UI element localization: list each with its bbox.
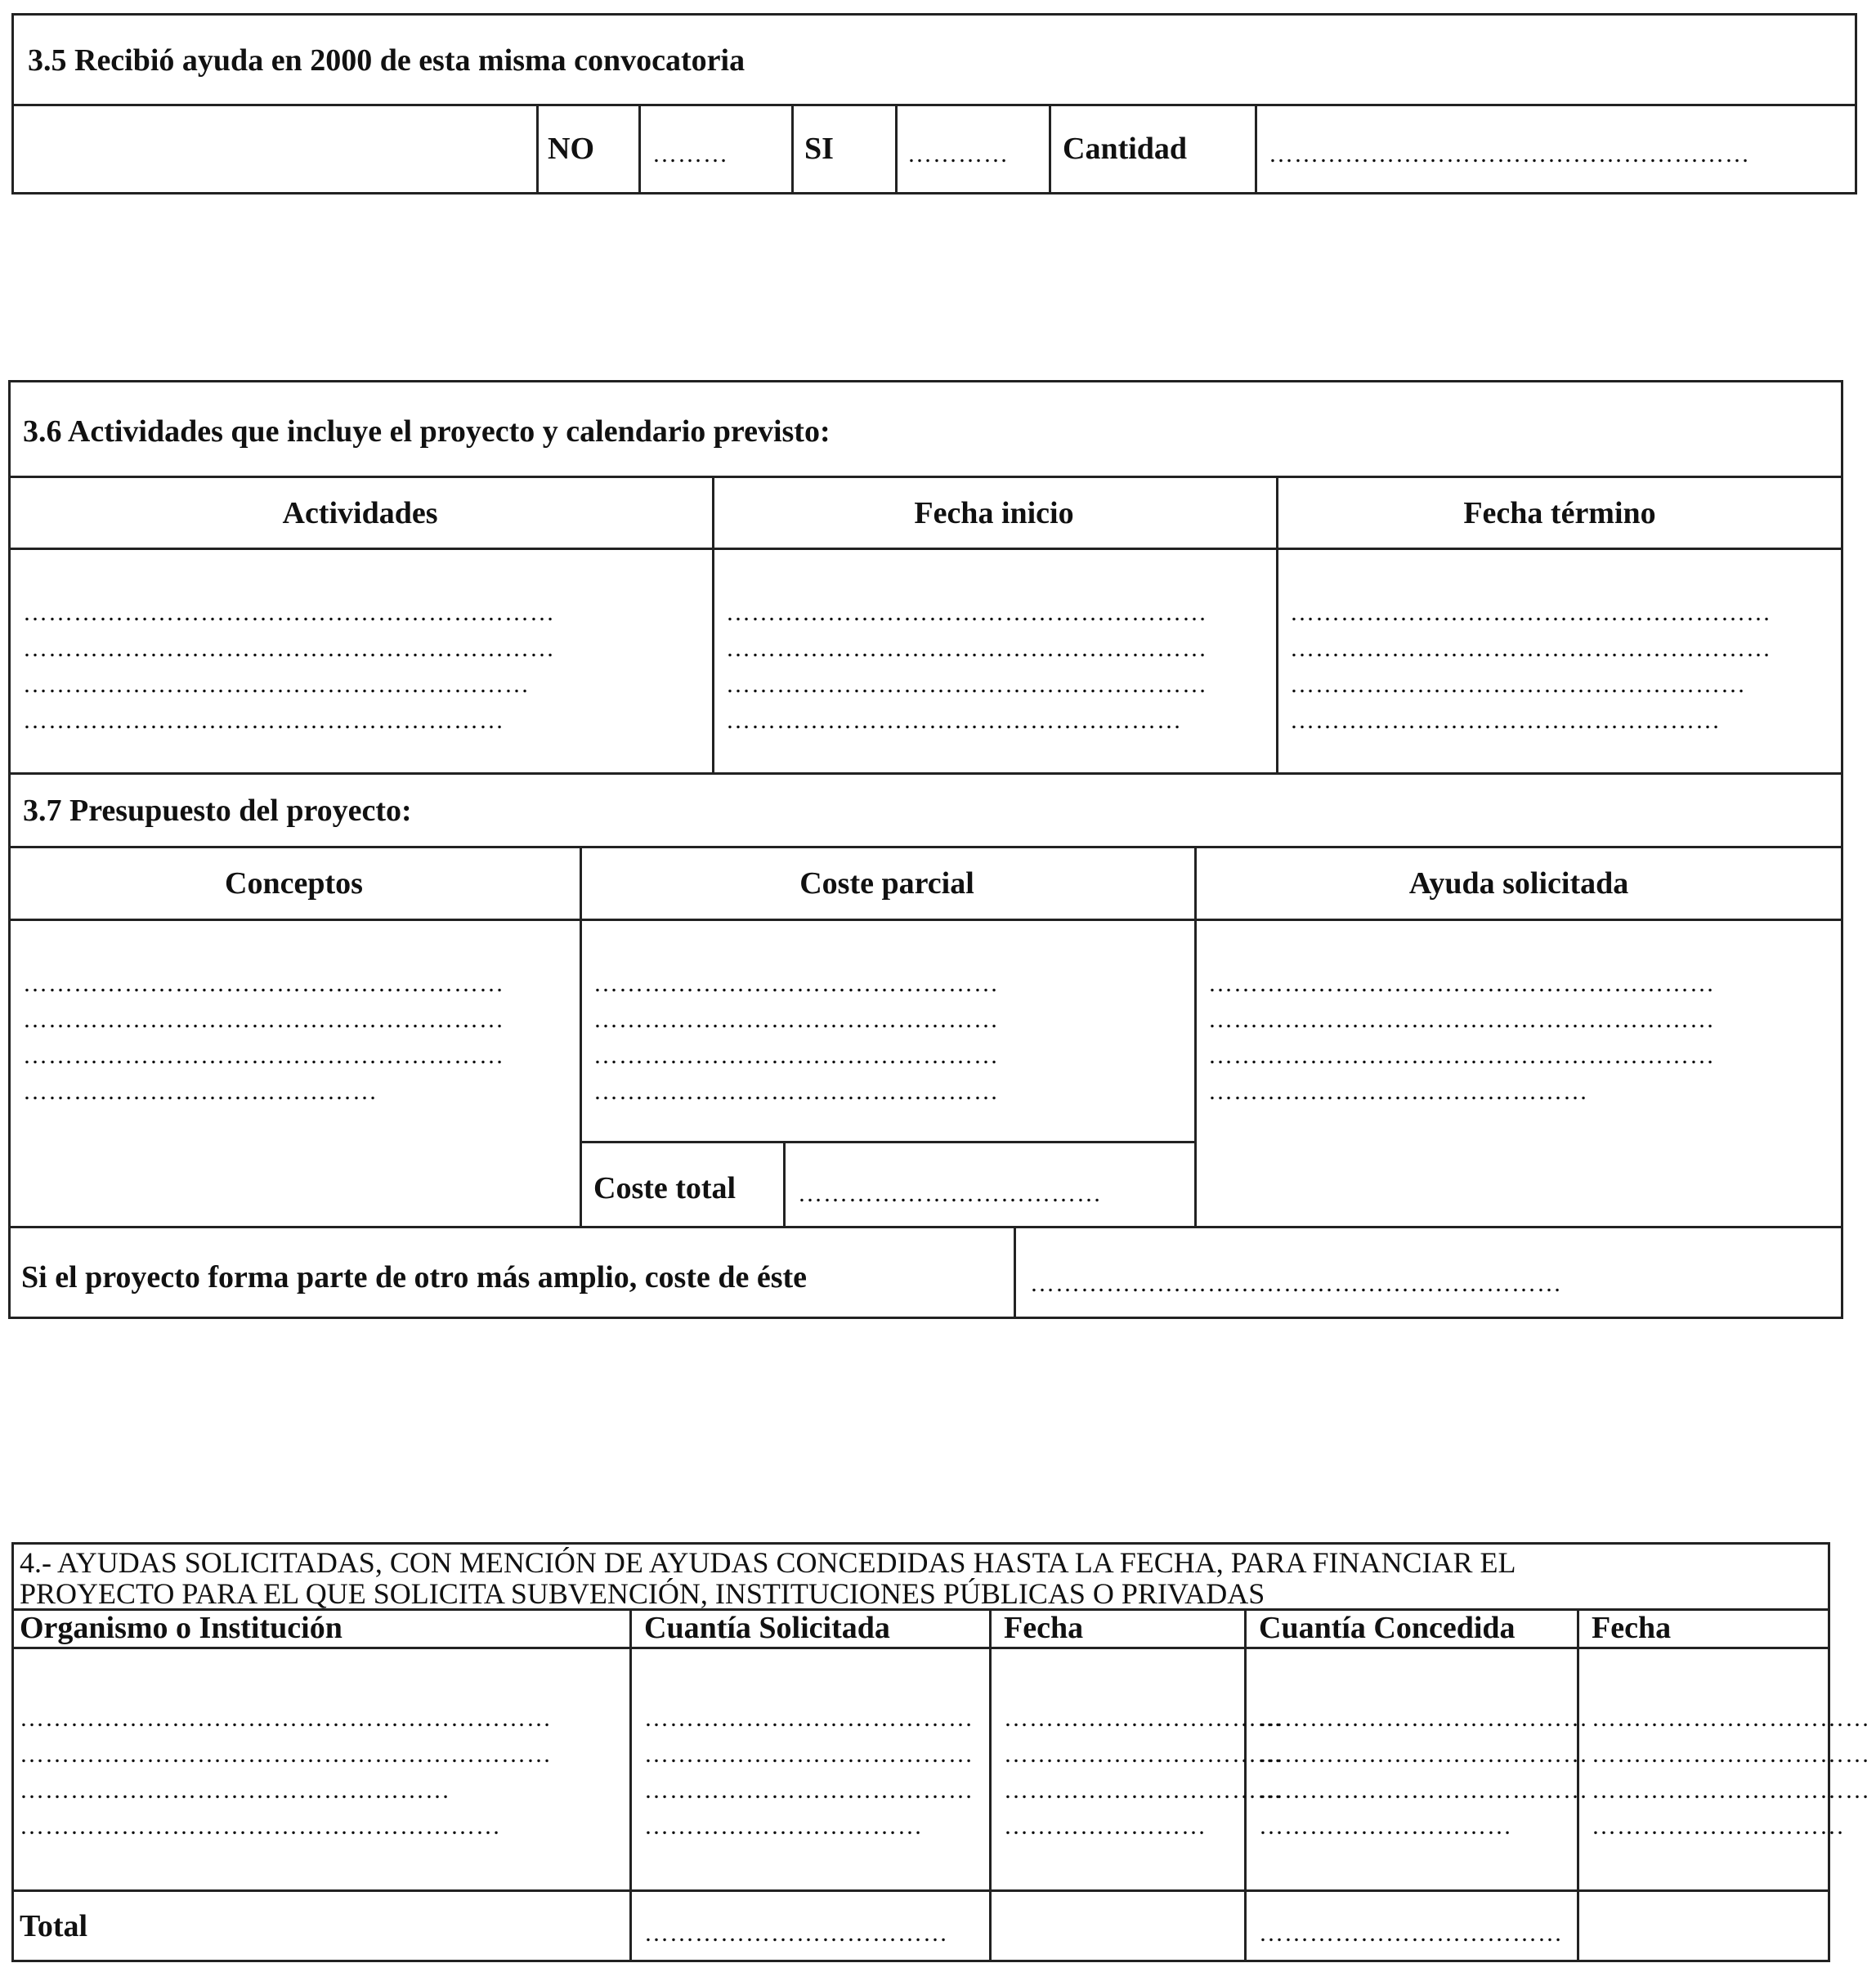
section-3-5-title: 3.5 Recibió ayuda en 2000 de esta misma convocatoria xyxy=(28,43,745,78)
coste-parcial-line[interactable]: ………………………………………… xyxy=(593,1006,999,1033)
actividades-line[interactable]: ………………………………………………… xyxy=(23,707,504,734)
section-3-6-title: 3.6 Actividades que incluye el proyecto y calendario previsto: xyxy=(23,414,831,449)
divider xyxy=(1194,846,1197,1226)
organismo-line[interactable]: ………………………………………………… xyxy=(20,1813,501,1840)
cuantia-concedida-line[interactable]: ………………………………… xyxy=(1259,1705,1588,1732)
conceptos-line[interactable]: ………………………………………………… xyxy=(23,1006,504,1033)
ayuda-solicitada-line[interactable]: …………………………………………………… xyxy=(1208,1006,1715,1033)
actividades-line[interactable]: ……………………………………………………… xyxy=(23,599,555,626)
divider xyxy=(1255,104,1257,195)
header-fecha-termino: Fecha término xyxy=(1463,496,1656,530)
section-4-title-line-2: PROYECTO PARA EL QUE SOLICITA SUBVENCIÓN, INSTITUCIONES PÚBLICAS O PRIVADAS xyxy=(20,1577,1265,1610)
organismo-line[interactable]: ……………………………………………………… xyxy=(20,1741,552,1768)
divider xyxy=(989,1608,992,1962)
proyecto-amplio-field[interactable]: ……………………………………………………… xyxy=(1030,1270,1562,1297)
conceptos-line[interactable]: ………………………………………………… xyxy=(23,970,504,997)
header-organismo: Organismo o Institución xyxy=(20,1611,343,1645)
section-4-title-line-1: 4.- AYUDAS SOLICITADAS, CON MENCIÓN DE AYUDAS CONCEDIDAS HASTA LA FECHA, PARA FINANCIAR EL xyxy=(20,1546,1516,1579)
divider xyxy=(791,104,794,195)
fecha-inicio-line[interactable]: ………………………………………………… xyxy=(726,599,1207,626)
cuantia-concedida-line[interactable]: ………………………………… xyxy=(1259,1777,1588,1804)
cantidad-label: Cantidad xyxy=(1063,132,1188,166)
coste-total-field[interactable]: ……………………………… xyxy=(798,1180,1102,1207)
cuantia-solicitada-line[interactable]: ………………………………… xyxy=(644,1777,974,1804)
cuantia-concedida-line[interactable]: ………………………………… xyxy=(1259,1741,1588,1768)
organismo-line[interactable]: …………………………………………… xyxy=(20,1777,450,1804)
fecha-solicitud-line[interactable]: …………………… xyxy=(1004,1813,1207,1840)
divider xyxy=(8,772,1843,775)
cuantia-solicitada-line[interactable]: ………………………………… xyxy=(644,1741,974,1768)
divider xyxy=(1014,1226,1016,1319)
coste-parcial-line[interactable]: ………………………………………… xyxy=(593,1042,999,1069)
divider xyxy=(783,1141,786,1226)
divider xyxy=(580,846,582,1226)
divider xyxy=(8,1226,1843,1228)
actividades-line[interactable]: …………………………………………………… xyxy=(23,671,530,698)
fecha-concesion-line[interactable]: …………………………… xyxy=(1592,1777,1870,1804)
fecha-termino-line[interactable]: ……………………………………………… xyxy=(1290,671,1746,698)
divider xyxy=(895,104,898,195)
header-coste-parcial: Coste parcial xyxy=(799,866,974,901)
divider xyxy=(11,1647,1830,1649)
proyecto-amplio-label: Si el proyecto forma parte de otro más amplio, coste de éste xyxy=(21,1260,808,1295)
divider xyxy=(8,846,1843,848)
fecha-solicitud-line[interactable]: …………………………… xyxy=(1004,1777,1283,1804)
section-3-7-title: 3.7 Presupuesto del proyecto: xyxy=(23,794,412,828)
fecha-inicio-line[interactable]: ……………………………………………… xyxy=(726,707,1182,734)
divider xyxy=(1049,104,1051,195)
coste-total-label: Coste total xyxy=(593,1171,737,1205)
header-fecha-concesion: Fecha xyxy=(1592,1611,1672,1645)
divider xyxy=(11,1889,1830,1892)
conceptos-line[interactable]: …………………………………… xyxy=(23,1078,378,1105)
header-fecha-solicitud: Fecha xyxy=(1004,1611,1084,1645)
divider xyxy=(8,548,1843,550)
divider xyxy=(8,476,1843,478)
divider xyxy=(8,919,1843,921)
fecha-solicitud-line[interactable]: …………………………… xyxy=(1004,1705,1283,1732)
ayuda-solicitada-line[interactable]: …………………………………………………… xyxy=(1208,970,1715,997)
si-answer-field[interactable]: ………… xyxy=(907,141,1009,168)
header-ayuda-solicitada: Ayuda solicitada xyxy=(1408,866,1629,901)
divider xyxy=(629,1608,632,1962)
ayuda-solicitada-line[interactable]: …………………………………………………… xyxy=(1208,1042,1715,1069)
fecha-concesion-line[interactable]: …………………………… xyxy=(1592,1705,1870,1732)
section-3-5-divider xyxy=(11,104,1857,106)
fecha-termino-line[interactable]: ………………………………………………… xyxy=(1290,635,1771,662)
header-actividades: Actividades xyxy=(282,496,438,530)
actividades-line[interactable]: ……………………………………………………… xyxy=(23,635,555,662)
ayuda-solicitada-line[interactable]: ……………………………………… xyxy=(1208,1078,1588,1105)
cuantia-solicitada-line[interactable]: …………………………… xyxy=(644,1813,923,1840)
si-label: SI xyxy=(804,132,834,166)
divider xyxy=(536,104,539,195)
total-solicitada-field[interactable]: ……………………………… xyxy=(644,1920,948,1947)
cuantia-solicitada-line[interactable]: ………………………………… xyxy=(644,1705,974,1732)
divider xyxy=(638,104,641,195)
cantidad-field[interactable]: ………………………………………………… xyxy=(1269,141,1750,168)
total-concedida-field[interactable]: ……………………………… xyxy=(1259,1920,1563,1947)
conceptos-line[interactable]: ………………………………………………… xyxy=(23,1042,504,1069)
no-label: NO xyxy=(548,132,594,166)
organismo-line[interactable]: ……………………………………………………… xyxy=(20,1705,552,1732)
fecha-inicio-line[interactable]: ………………………………………………… xyxy=(726,635,1207,662)
fecha-concesion-line[interactable]: …………………………… xyxy=(1592,1741,1870,1768)
no-answer-field[interactable]: ……… xyxy=(652,141,728,168)
total-label: Total xyxy=(20,1909,88,1943)
fecha-termino-line[interactable]: …………………………………………… xyxy=(1290,707,1721,734)
header-cuantia-concedida: Cuantía Concedida xyxy=(1259,1611,1516,1645)
fecha-inicio-line[interactable]: ………………………………………………… xyxy=(726,671,1207,698)
divider xyxy=(580,1141,1194,1143)
coste-parcial-line[interactable]: ………………………………………… xyxy=(593,970,999,997)
fecha-concesion-line[interactable]: ………………………… xyxy=(1592,1813,1845,1840)
fecha-solicitud-line[interactable]: …………………………… xyxy=(1004,1741,1283,1768)
header-cuantia-solicitada: Cuantía Solicitada xyxy=(644,1611,890,1645)
coste-parcial-line[interactable]: ………………………………………… xyxy=(593,1078,999,1105)
fecha-termino-line[interactable]: ………………………………………………… xyxy=(1290,599,1771,626)
header-conceptos: Conceptos xyxy=(225,866,363,901)
cuantia-concedida-line[interactable]: ………………………… xyxy=(1259,1813,1512,1840)
header-fecha-inicio: Fecha inicio xyxy=(914,496,1074,530)
